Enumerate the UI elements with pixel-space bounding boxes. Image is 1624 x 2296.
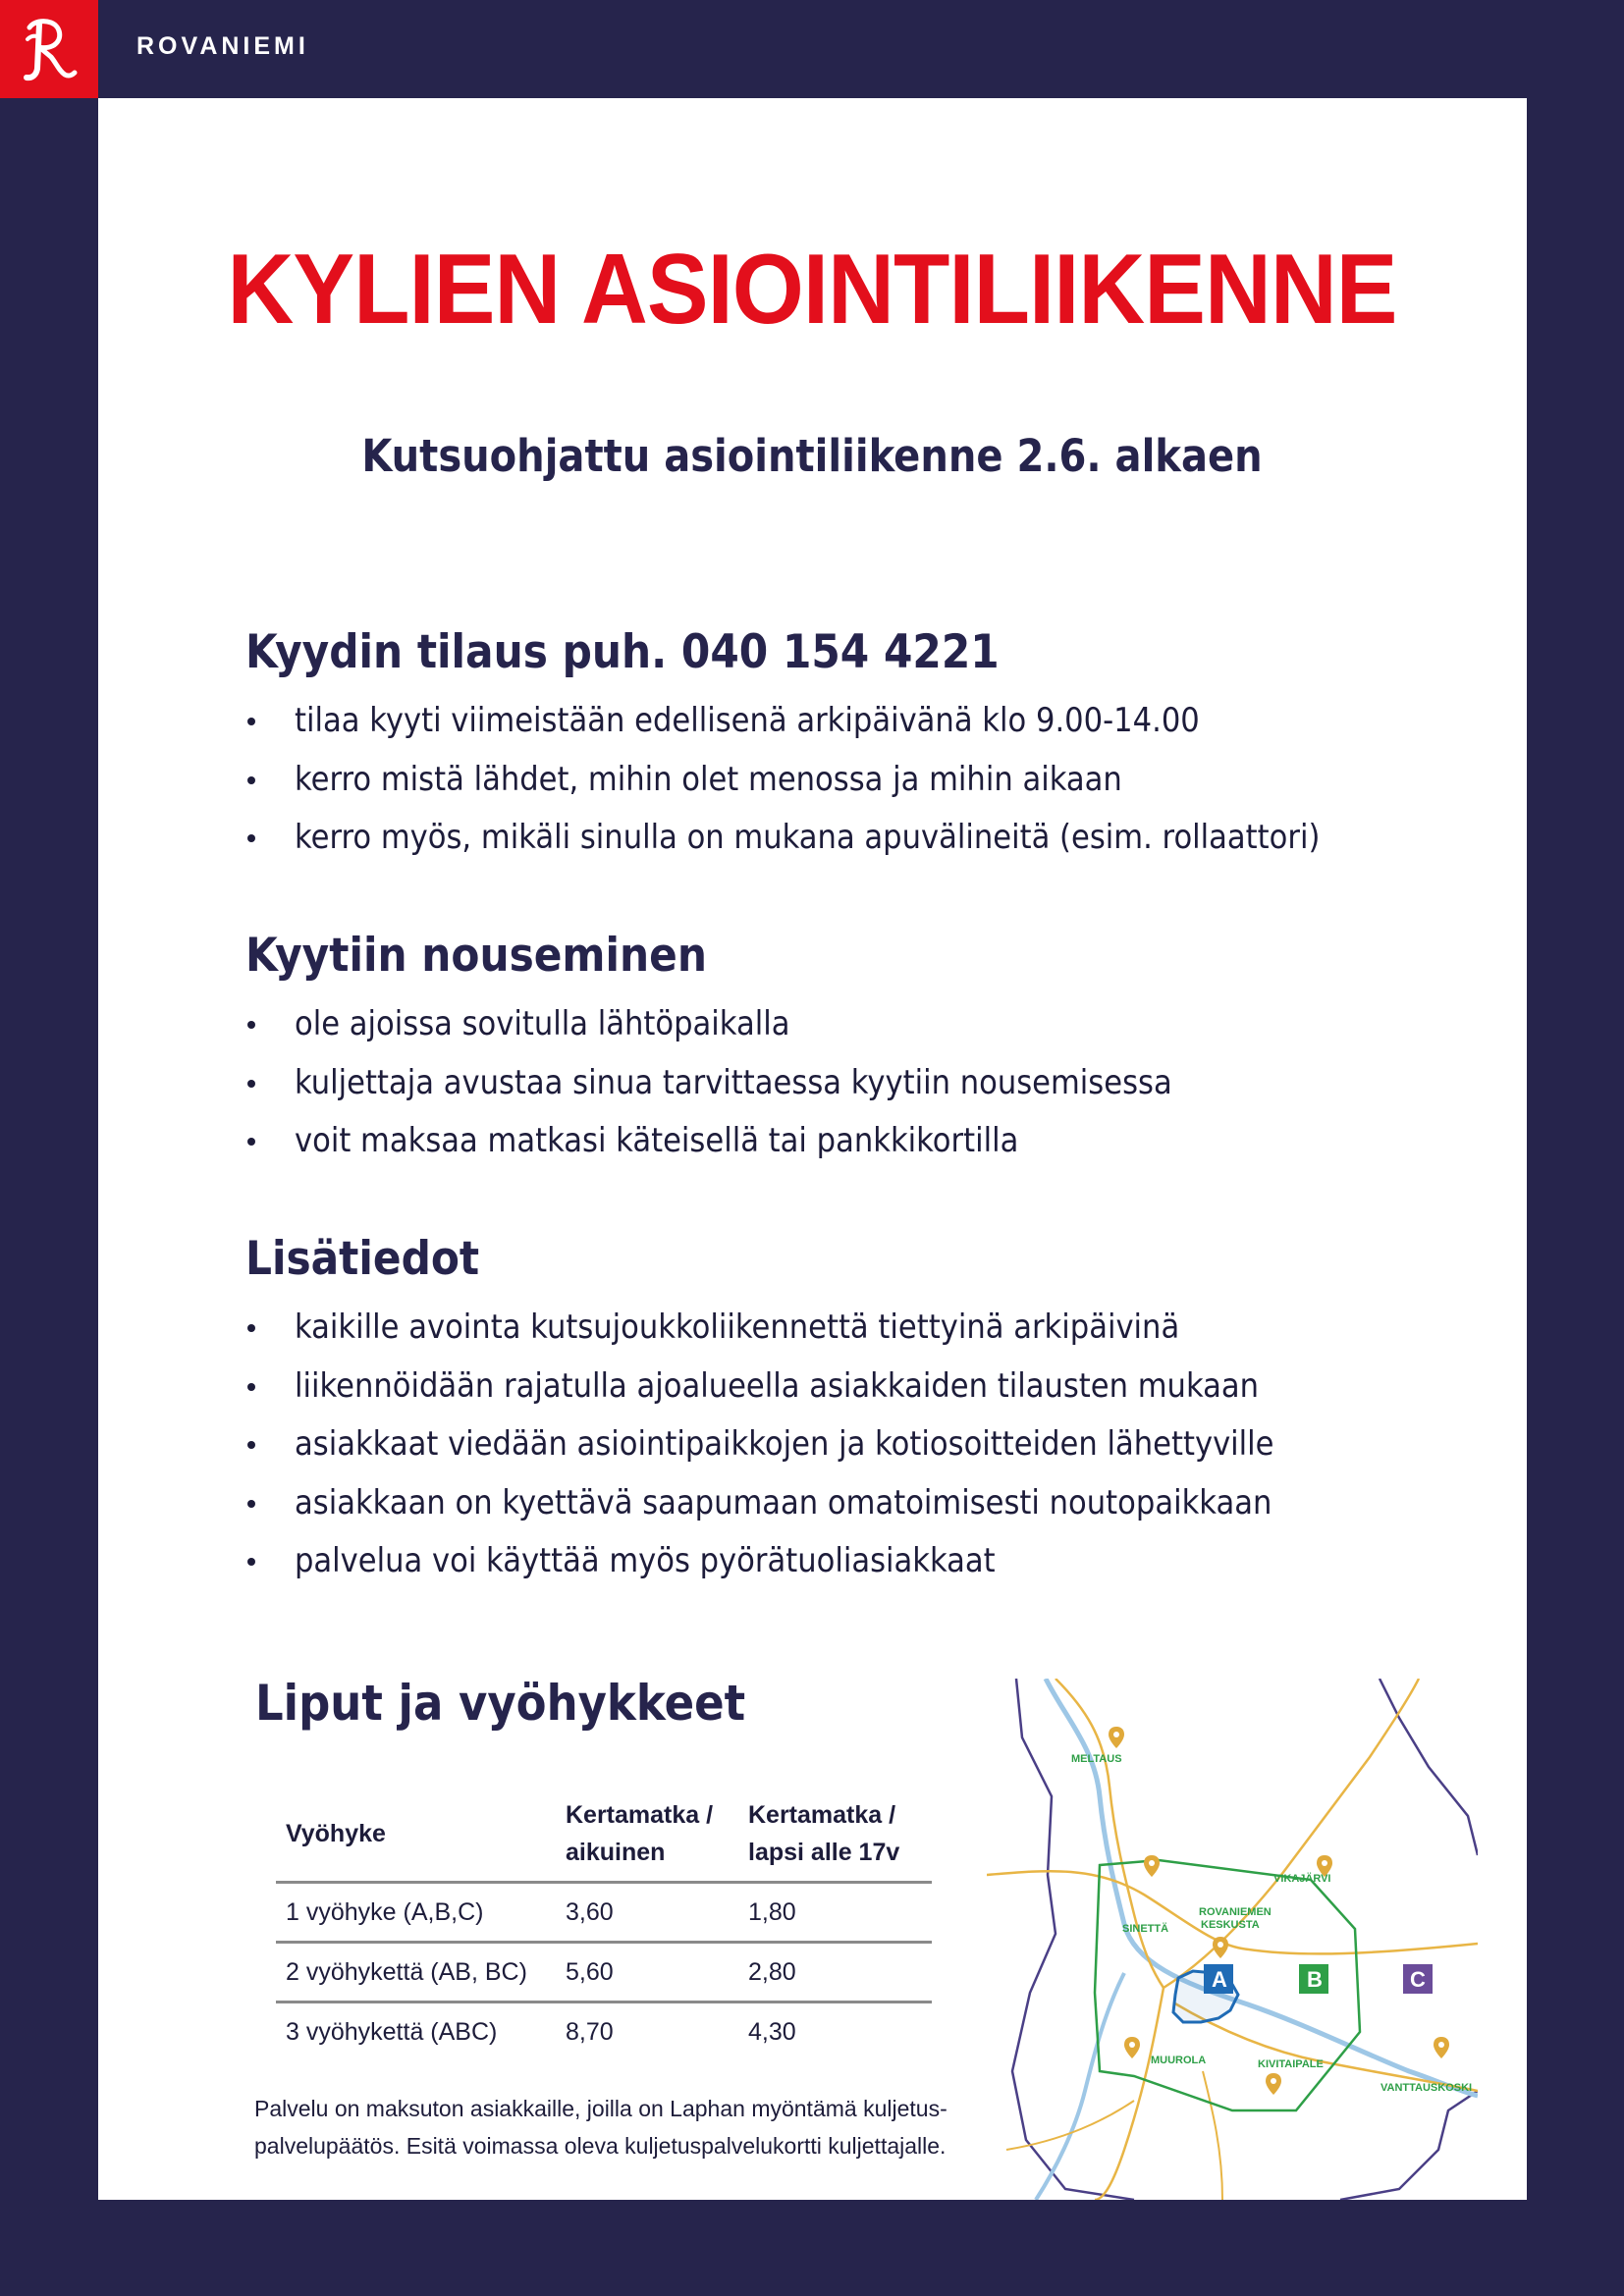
- svg-text:B: B: [1307, 1967, 1323, 1992]
- list-item: kerro myös, mikäli sinulla on mukana apuvälineitä (esim. rollaattori): [245, 809, 1434, 868]
- adult-price-cell: 5,60: [556, 1943, 738, 2002]
- section-heading-boarding: Kyytiin nouseminen: [245, 929, 707, 983]
- adult-price-cell: 3,60: [556, 1883, 738, 1943]
- zone-b-badge: [1299, 1964, 1328, 1994]
- bullet-icon: [247, 1500, 255, 1508]
- bullet-icon: [247, 718, 255, 725]
- bullet-icon: [247, 834, 255, 842]
- bullet-list-more-info: [245, 1299, 1382, 1591]
- logo-r-icon: [0, 0, 98, 98]
- bullet-icon: [247, 776, 255, 784]
- section-heading-more-info: Lisätiedot: [245, 1232, 480, 1286]
- place-label-muurola: MUUROLA: [1151, 2055, 1207, 2066]
- bullet-icon: [247, 1324, 255, 1332]
- road: [1203, 2071, 1222, 2200]
- list-item: voit maksaa matkasi käteisellä tai pankkikortilla: [245, 1112, 1270, 1171]
- bullet-icon: [247, 1383, 255, 1391]
- map-pin-icon: [1144, 1855, 1160, 1877]
- child-price-cell: 2,80: [738, 1943, 932, 2002]
- bullet-list-boarding: [245, 995, 1270, 1171]
- table-row: [276, 2002, 932, 2061]
- page-title: KYLIEN ASIOINTILIIKENNE: [227, 235, 1397, 345]
- place-label-vikajarvi: VIKAJÄRVI: [1273, 1873, 1331, 1885]
- table-row: [276, 1883, 932, 1943]
- place-label-kivitaipale: KIVITAIPALE: [1258, 2058, 1324, 2070]
- bullet-icon: [247, 1080, 255, 1088]
- table-row: [276, 1943, 932, 2002]
- fares-heading: Liput ja vyöhykkeet: [255, 1675, 746, 1732]
- place-label-vanttauskoski: VANTTAUSKOSKI: [1380, 2082, 1473, 2094]
- list-item: tilaa kyyti viimeistään edellisenä arkipäivänä klo 9.00-14.00: [245, 692, 1434, 751]
- zone-a-badge: [1204, 1964, 1233, 1994]
- bullet-list-ordering: [245, 692, 1434, 868]
- list-item: asiakkaan on kyettävä saapumaan omatoimisesti noutopaikkaan: [245, 1474, 1382, 1533]
- free-service-note: Palvelu on maksuton asiakkaille, joilla on Laphan myöntämä kuljetus- palvelupäätös. Esitä voimassa oleva kuljetuspalvelukortti kuljettajalle.: [254, 2096, 947, 2159]
- list-item: ole ajoissa sovitulla lähtöpaikalla: [245, 995, 1270, 1054]
- rovaniemi-logo: [0, 0, 98, 98]
- list-item: asiakkaat viedään asiointipaikkojen ja kotiosoitteiden lähettyville: [245, 1415, 1382, 1474]
- column-header-child: Kertamatka / lapsi alle 17v: [738, 1787, 932, 1883]
- municipal-border: [1340, 2091, 1478, 2200]
- road: [1006, 2101, 1134, 2150]
- map-pin-icon: [1124, 2037, 1140, 2058]
- list-item: kuljettaja avustaa sinua tarvittaessa kyytiin nousemisessa: [245, 1054, 1270, 1113]
- bullet-icon: [247, 1138, 255, 1146]
- bullet-icon: [247, 1558, 255, 1566]
- river: [1036, 1973, 1124, 2200]
- list-item: liikennöidään rajatulla ajoalueella asiakkaiden tilausten mukaan: [245, 1358, 1382, 1416]
- road: [1164, 1679, 1419, 1988]
- zone-cell: 2 vyöhykettä (AB, BC): [276, 1943, 556, 2002]
- zone-cell: 1 vyöhyke (A,B,C): [276, 1883, 556, 1943]
- list-item: kerro mistä lähdet, mihin olet menossa ja mihin aikaan: [245, 751, 1434, 810]
- place-label-meltaus: MELTAUS: [1071, 1753, 1122, 1765]
- column-header-adult: Kertamatka / aikuinen: [556, 1787, 738, 1883]
- child-price-cell: 1,80: [738, 1883, 932, 1943]
- table-header-row: [276, 1787, 932, 1883]
- section-heading-ordering: Kyydin tilaus puh. 040 154 4221: [245, 625, 1000, 679]
- place-label-rovaniemi-1: ROVANIEMEN: [1199, 1906, 1272, 1918]
- zone-c-badge: [1403, 1964, 1433, 1994]
- adult-price-cell: 8,70: [566, 2017, 614, 2046]
- zone-map: [987, 1679, 1478, 2200]
- place-label-sinetta: SINETTÄ: [1122, 1923, 1169, 1935]
- map-pin-icon: [1109, 1727, 1124, 1748]
- map-pin-icon: [1213, 1937, 1228, 1958]
- svg-text:A: A: [1212, 1967, 1227, 1992]
- zone-map-graphic: [987, 1679, 1478, 2200]
- map-pin-icon: [1434, 2037, 1449, 2058]
- place-label-rovaniemi-2: KESKUSTA: [1201, 1919, 1260, 1931]
- zone-cell: 3 vyöhykettä (ABC): [286, 2017, 498, 2046]
- list-item: palvelua voi käyttää myös pyörätuoliasiakkaat: [245, 1532, 1382, 1591]
- list-item: kaikille avointa kutsujoukkoliikennettä tiettyinä arkipäivinä: [245, 1299, 1382, 1358]
- bullet-icon: [247, 1021, 255, 1029]
- map-pin-icon: [1266, 2073, 1281, 2095]
- column-header-zone: Vyöhyke: [276, 1787, 556, 1883]
- brand-name: ROVANIEMI: [136, 32, 309, 60]
- page-subtitle: Kutsuohjattu asiointiliikenne 2.6. alkaen: [361, 430, 1263, 482]
- child-price-cell: 4,30: [748, 2017, 796, 2046]
- fare-table: [276, 1787, 932, 2060]
- svg-text:C: C: [1410, 1967, 1426, 1992]
- bullet-icon: [247, 1441, 255, 1449]
